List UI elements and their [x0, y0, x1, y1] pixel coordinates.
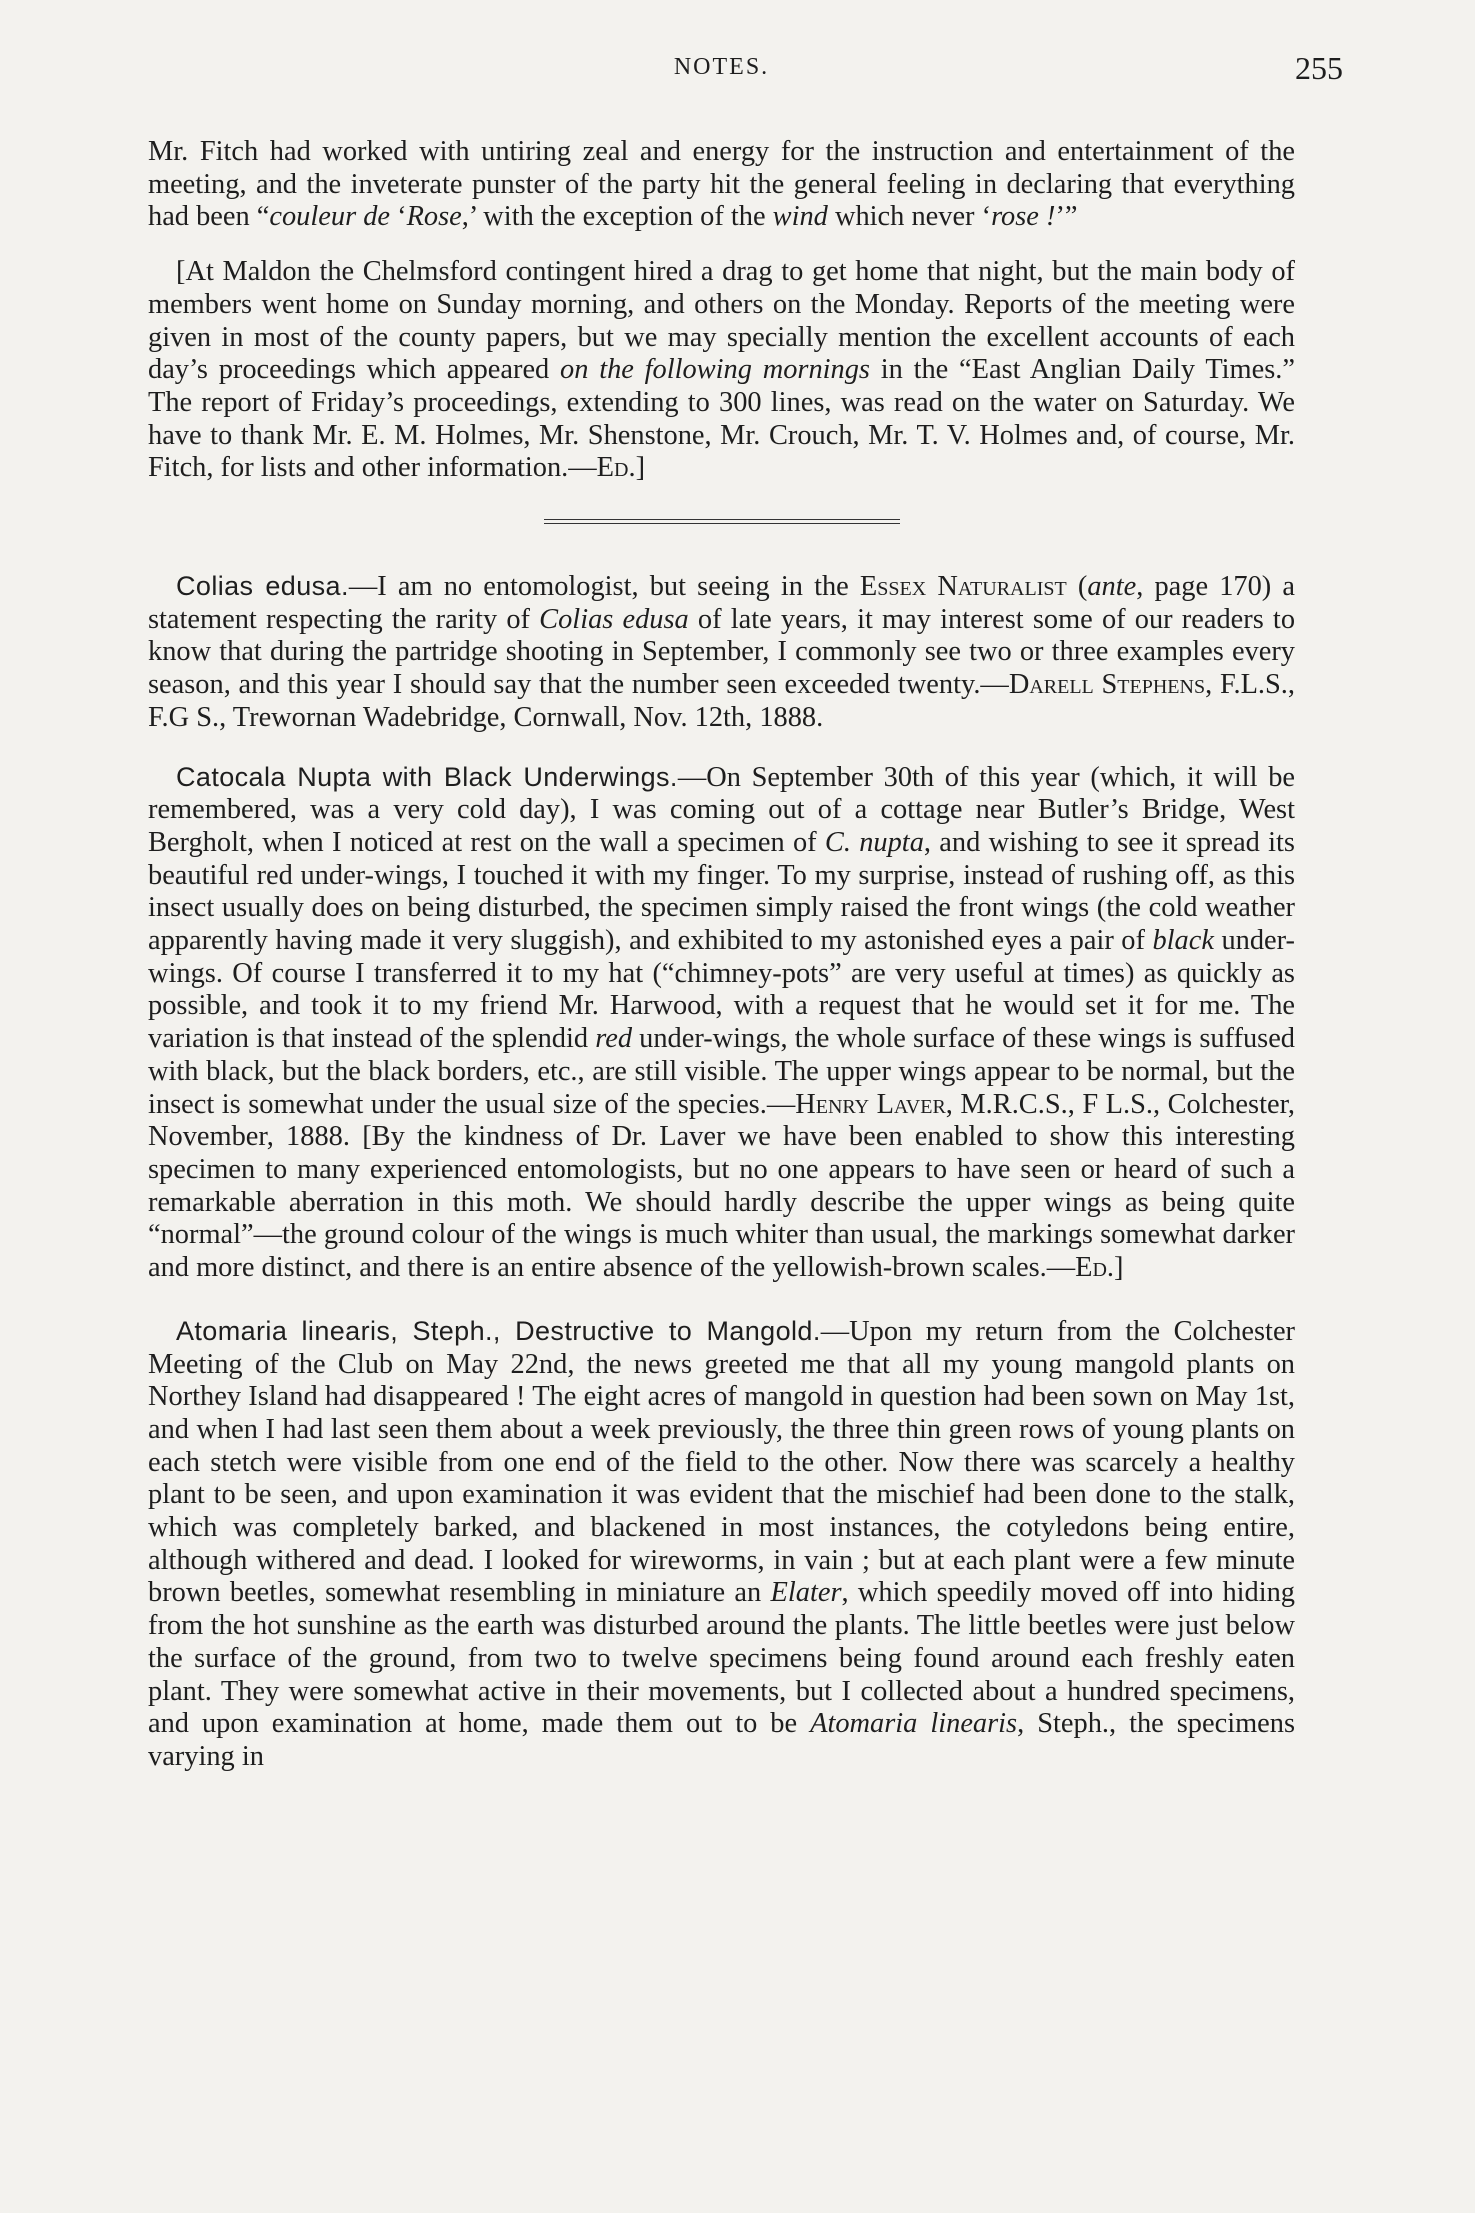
text-run: under-wings. Of course I transferred it to my hat (“chimney-pots” are very useful at times) as quickly as possible, and took it to my friend Mr. Harwood, with a request that he would set it for me. The variation is that instead of the splendid: [148, 925, 1295, 1055]
text-run: under-wings, the whole surface of these wings is suffused with black, but the black borders, etc., are still visible. The upper wings appear to be normal, but the insect is somewhat under the usual size of the species.—: [148, 1023, 1295, 1120]
text-run: —On September 30th of this year (which, it will be remembered, was a very cold day), I was coming out of a cottage near Butler’s Bridge, West Bergholt, when I noticed at rest on the wall a specimen of: [148, 761, 1295, 858]
small-caps-run: Ed.: [1075, 1252, 1115, 1284]
running-head: [148, 50, 1343, 94]
text-run: (: [1066, 571, 1088, 603]
text-run: , F.L.S., F.G S., Trewornan Wadebridge, Cornwall, Nov. 12th, 1888.: [148, 669, 1295, 733]
text-run: Mr. Fitch had worked with untiring zeal and energy for the instruction and entertainment of the meeting, and the inveterate punster of the party hit the general feeling in declaring that everything had been “: [148, 136, 1295, 233]
paragraph-fitch-meeting: [148, 136, 1295, 234]
text-run: which never ‘: [827, 201, 992, 233]
note-heading: Atomaria linearis, Steph., Destructive to Mangold.: [176, 1315, 821, 1346]
note-heading: Catocala Nupta with Black Underwings.: [176, 761, 678, 792]
page-number: 255: [1295, 50, 1343, 86]
italic-run: black: [1152, 925, 1214, 957]
text-run: , which speedily moved off into hiding from the hot sunshine as the earth was disturbed around the plants. The little beetles were just below the surface of the ground, from two to twelve specimens being found around each freshly eaten plant. They were somewhat active in their movements, but I collected about a hundred specimens, and upon examination at home, made them out to be: [148, 1577, 1295, 1740]
text-run: , Steph., the specimens varying in: [148, 1708, 1296, 1772]
text-run: —I am no entomologist, but seeing in the: [348, 571, 860, 603]
text-run: [At Maldon the Chelmsford contingent hired a drag to get home that night, but the main body of members went home on Sunday morning, and others on the Monday. Reports of the meeting were given in most of the county papers, but we may specially mention the excellent accounts of each day’s proceedings which appeared: [148, 256, 1295, 386]
text-run: —Upon my return from the Colchester Meeting of the Club on May 22nd, the news greeted me that all my young mangold plants on Northey Island had disappeared ! The eight acres of mangold in question had been sown on May 1st, and when I had last seen them about a week previously, the three thin green rows of young plants on each stetch were visible from one end of the field to the other. Now there was scarcely a healthy plant to be seen, and upon examination it was evident that the mischief had been done to the stalk, which was completely barked, and blackened in most instances, the cotyledons being entire, although withered and dead. I looked for wireworms, in vain ; but at each plant were a few minute brown beetles, somewhat resembling in miniature an: [148, 1315, 1295, 1609]
small-caps-run: Ed.: [596, 452, 636, 484]
section-divider: [544, 519, 900, 524]
italic-run: red: [595, 1023, 633, 1055]
text-run: , page 170) a statement respecting the rarity of: [148, 571, 1296, 635]
note-catocala-nupta: [148, 761, 1295, 1285]
italic-run: rose !: [991, 201, 1056, 233]
text-run: ’”: [1055, 201, 1078, 233]
text-run: , M.R.C.S., F L.S., Colchester, November, 1888. [By the kindness of Dr. Laver we have been enabled to show this interesting specimen to many experienced entomologists, but no one appears to have seen or heard of such a remarkable aberration in this moth. We should hardly describe the upper wings as being quite “normal”—the ground colour of the wings is much whiter than usual, the markings somewhat darker and more distinct, and there is an entire absence of the yellowish-brown scales.—: [148, 1088, 1295, 1284]
italic-run: ante: [1087, 571, 1137, 603]
italic-run: wind: [772, 201, 828, 233]
text-run: ]: [635, 452, 646, 484]
small-caps-run: Henry Laver: [795, 1088, 946, 1120]
paragraph-editor-note-maldon: [148, 256, 1295, 485]
text-run: , and wishing to see it spread its beautiful red under-wings, I touched it with my finger. To my surprise, instead of rushing off, as this insect usually does on being disturbed, the specimen simply raised the front wings (the cold weather apparently having made it very sluggish), and exhibited to my astonished eyes a pair of: [148, 826, 1295, 957]
note-colias-edusa: [148, 570, 1295, 735]
italic-run: Elater: [770, 1577, 842, 1609]
text-run: ]: [1114, 1252, 1124, 1284]
text-run: ,’ with the exception of the: [461, 201, 773, 233]
text-run: of late years, it may interest some of our readers to know that during the partridge shooting in September, I commonly see two or three examples every season, and this year I should say that the number seen exceeded twenty.—: [148, 603, 1296, 701]
small-caps-run: Essex Naturalist: [859, 571, 1067, 603]
italic-run: C. nupta: [824, 826, 924, 858]
italic-run: Atomaria linearis: [810, 1708, 1018, 1740]
running-title: NOTES.: [673, 54, 770, 80]
note-atomaria-linearis: [148, 1315, 1295, 1774]
text-run: ‘: [390, 201, 407, 233]
italic-run: on the following mornings: [560, 354, 870, 386]
note-heading: Colias edusa.: [176, 571, 349, 602]
italic-run: couleur de: [269, 201, 391, 233]
italic-run: Rose: [406, 201, 462, 233]
small-caps-run: Darell Stephens: [1008, 669, 1206, 701]
italic-run: Colias edusa: [539, 603, 689, 635]
text-run: in the “East Anglian Daily Times.” The report of Friday’s proceedings, extending to 300 lines, was read on the water on Saturday. We have to thank Mr. E. M. Holmes, Mr. Shenstone, Mr. Crouch, Mr. T. V. Holmes and, of course, Mr. Fitch, for lists and other information.—: [148, 354, 1295, 484]
